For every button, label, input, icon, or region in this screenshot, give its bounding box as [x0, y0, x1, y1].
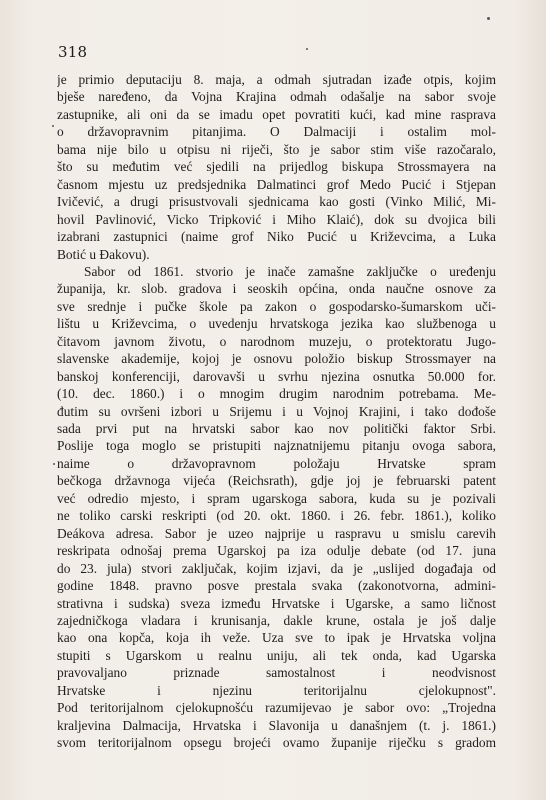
text-line: Hrvatske i njezinu teritorijalnu cjelokupnost".: [57, 682, 496, 698]
text-line: zajedničkoga vladara i krunisanja, dakle krune, ostala je još dalje: [57, 612, 496, 628]
text-line: bama nije bilo u otpisu ni riječi, što je sabor stim više razočaralo,: [57, 141, 496, 157]
text-line: stupiti s Ugarskom u realnu uniju, ali tek onda, kad Ugarska: [57, 647, 496, 663]
text-line: Poslije toga moglo se pristupiti najznatnijemu pitanju ovoga sabora,: [57, 438, 496, 454]
text-line: županija, kr. slob. gradova i seoskih općina, onda naučne osnove za: [57, 281, 496, 297]
text-line: bješe naređeno, da Vojna Krajina odmah odašalje na sabor svoje: [57, 89, 496, 105]
text-line: (10. dec. 1860.) i o mnogim drugim narodnim potrebama. Me-: [57, 386, 496, 402]
text-line: lištu u Križevcima, o uvedenju hrvatskoga jezika kao službenoga u: [57, 316, 496, 332]
text-line: slavenske akademije, kojoj je osnovu položio biskup Strossmayer na: [57, 351, 496, 367]
text-line: godine 1848. pravno posve prestala svaka (zakonotvorna, admini-: [57, 578, 496, 594]
text-line: časnom mjestu uz predsjednika Dalmatinci grof Medo Pucić i Stjepan: [57, 176, 496, 192]
text-line: pravovaljano priznade samostalnost i neodvisnost: [57, 665, 496, 681]
text-line: kraljevina Dalmacija, Hrvatska i Slavonija u današnjem (t. j. 1861.): [57, 717, 496, 733]
text-line: Ivičević, a drugi prisustvovali sjednicama kao gosti (Vinko Milić, Mi-: [57, 194, 496, 210]
text-line: sada prvi put na hrvatski sabor kao nov politički faktor Srbi.: [57, 421, 496, 436]
text-line: do 23. jula) stvori zaključak, kojim izjavi, da je „uslijed događaja od: [57, 560, 496, 576]
paper-speck: [487, 17, 490, 20]
text-line: Deákova adresa. Sabor je uzeo najprije u raspravu u smislu carevih: [57, 525, 496, 541]
text-line: je primio deputaciju 8. maja, a odmah sjutradan izađe otpis, kojim: [57, 72, 496, 87]
paper-speck: [52, 125, 54, 127]
text-line: naime o državopravnom položaju Hrvatske spram: [57, 455, 496, 471]
text-line: đutim su ovršeni izbori u Srijemu i u Vojnoj Krajini, i tako dođoše: [57, 403, 496, 419]
text-line: izabrani zastupnici (naime grof Niko Pucić u Križevcima, a Luka: [57, 229, 496, 245]
paper-speck: [53, 463, 55, 465]
text-line: reskripata odnošaj prema Ugarskoj pa iza odulje debate (od 17. juna: [57, 543, 496, 559]
paper-speck: [306, 48, 308, 50]
text-line: hovil Pavlinović, Vicko Tripković i Miho Klaić), dok su dvojica bili: [57, 211, 496, 227]
text-line: svom teritorijalnom opsegu brojeći ovamo županije riječku s gradom: [57, 735, 496, 751]
text-line: Sabor od 1861. stvorio je inače zamašne zaključke o uređenju: [84, 263, 496, 279]
text-line: sve srednje i pučke škole pa zakon o gospodarsko-šumarskom uči-: [57, 298, 496, 314]
text-line: čitavom javnom životu, o narodnom muzeju, o protektoratu Jugo-: [57, 333, 496, 349]
text-line: ne toliko carski reskripti (od 20. okt. 1860. i 26. febr. 1861.), koliko: [57, 508, 496, 524]
text-line: zastupnike, ali oni da se imadu opet povratiti kući, kad mine rasprava: [57, 106, 496, 122]
text-line: Pod teritorijalnom cjelokupnošću razumijevao je sabor ovo: „Trojedna: [57, 700, 496, 716]
text-line: već odredio mjesto, i spram ugarskoga sabora, kuda su je pozivali: [57, 490, 496, 506]
text-line: banskoj konferenciji, darovavši u svrhu njezina osnutka 50.000 for.: [57, 368, 496, 384]
text-line: strativna i sudska) sveza između Hrvatske i Ugarske, a samo ličnost: [57, 595, 496, 611]
text-line: o državopravnim pitanjima. O Dalmaciji i ostalim mol-: [57, 124, 496, 140]
text-line: Botić u Đakovu).: [57, 246, 150, 262]
text-line: kao ona kopča, koja ih veže. Uza sve to ipak je Hrvatska voljna: [57, 630, 496, 646]
text-line: bečkoga državnoga vijeća (Reichsrath), gdje joj je februarski patent: [57, 473, 496, 489]
page-number: 318: [58, 43, 88, 61]
text-line: što su međutim već sjedili na prijedlog biskupa Strossmayera na: [57, 159, 496, 175]
